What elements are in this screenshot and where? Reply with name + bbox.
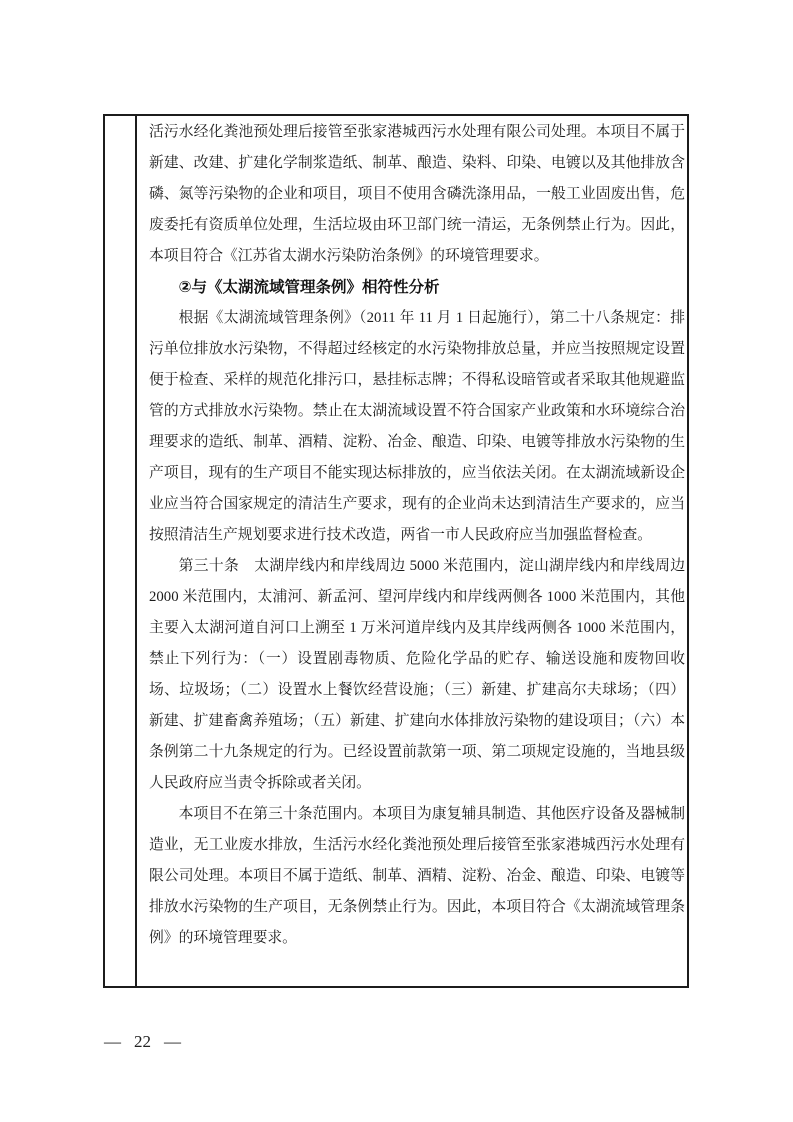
paragraph-project-conclusion: 本项目不在第三十条范围内。本项目为康复辅具制造、其他医疗设备及器械制造业，无工业废水排放，生活污水经化粪池预处理后接管至张家港城西污水处理有限公司处理。本项目不属于造纸、制革、酒精、淀粉、冶金、酿造、印染、电镀等排放水污染物的生产项目，无条例禁止行为。因此，本项目符合《太湖流域管理条例》的环境管理要求。 xyxy=(149,806,685,946)
table-content-cell xyxy=(137,116,687,986)
paragraph-article-28: 根据《太湖流域管理条例》（2011 年 11 月 1 日起施行），第二十八条规定：排污单位排放水污染物，不得超过经核定的水污染物排放总量，并应当按照规定设置便于检查、采样的规范化排污口，悬挂标志牌；不得私设暗管或者采取其他规避监管的方式排放水污染物。禁止在太湖流域设置不符合国家产业政策和水环境综合治理要求的造纸、制革、酒精、淀粉、冶金、酿造、印染、电镀等排放水污染物的生产项目，现有的生产项目不能实现达标排放的，应当依法关闭。在太湖流域新设企业应当符合国家规定的清洁生产要求，现有的企业尚未达到清洁生产要求的，应当按照清洁生产规划要求进行技术改造，两省一市人民政府应当加强监督检查。 xyxy=(149,310,685,543)
document-table xyxy=(103,114,689,988)
page-footer xyxy=(104,1032,181,1052)
footer-right-dash: — xyxy=(164,1032,181,1051)
paragraph-article-30: 第三十条 太湖岸线内和岸线周边 5000 米范围内，淀山湖岸线内和岸线周边 2000 米范围内，太浦河、新孟河、望河岸线内和岸线两侧各 1000 米范围内，其他主要入太湖河道自河口上溯至 1 万米河道岸线内及其岸线两侧各 1000 米范围内，禁止下列行为：（一）设置剧毒物质、危险化学品的贮存、输送设施和废物回收场、垃圾场；（二）设置水上餐饮经营设施；（三）新建、扩建高尔夫球场；（四）新建、扩建畜禽养殖场；（五）新建、扩建向水体排放污染物的建设项目；（六）本条例第二十九条规定的行为。已经设置前款第一项、第二项规定设施的，当地县级人民政府应当责令拆除或者关闭。 xyxy=(149,558,685,791)
heading-taihu-basin-regulation-analysis: ②与《太湖流域管理条例》相符性分析 xyxy=(178,279,440,296)
table-row-label-column xyxy=(105,116,137,986)
page-number: 22 xyxy=(134,1032,151,1051)
paragraph-jiangsu-taihu-conclusion: 活污水经化粪池预处理后接管至张家港城西污水处理有限公司处理。本项目不属于新建、改建、扩建化学制浆造纸、制革、酿造、染料、印染、电镀以及其他排放含磷、氮等污染物的企业和项目，项目不使用含磷洗涤用品，一般工业固废出售，危废委托有资质单位处理，生活垃圾由环卫部门统一清运，无条例禁止行为。因此，本项目符合《江苏省太湖水污染防治条例》的环境管理要求。 xyxy=(149,124,685,264)
footer-left-dash: — xyxy=(104,1032,121,1051)
